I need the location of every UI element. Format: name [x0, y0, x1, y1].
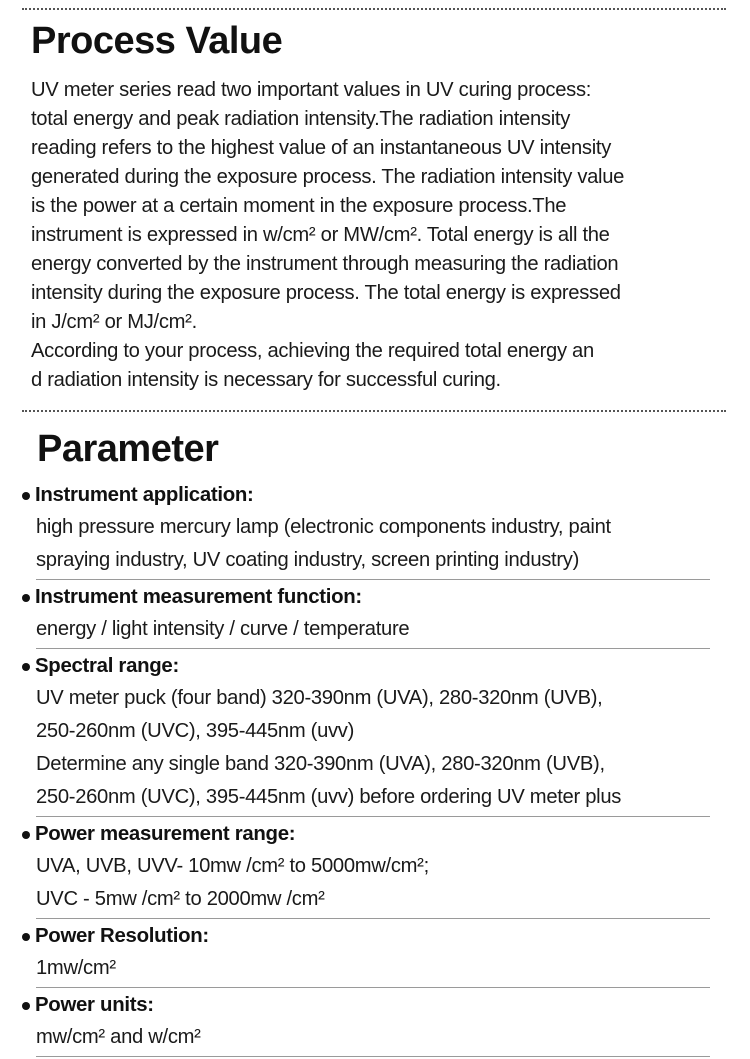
paragraph-line: generated during the exposure process. The radiation intensity value: [31, 166, 625, 188]
paragraph-line: instrument is expressed in w/cm² or MW/cm². Total energy is all the: [31, 224, 610, 246]
param-label: Power measurement range:: [35, 823, 296, 845]
middle-dotted-divider: [22, 410, 726, 412]
parameter-title: Parameter: [37, 428, 219, 470]
paragraph-line: reading refers to the highest value of an instantaneous UV intensity: [31, 137, 611, 159]
param-measurement-function: [0, 582, 750, 649]
param-power-resolution: [0, 921, 750, 988]
param-value: mw/cm² and w/cm²: [36, 1026, 201, 1048]
process-value-paragraph: [31, 76, 736, 395]
paragraph-line: intensity during the exposure process. The total energy is expressed: [31, 282, 621, 304]
param-power-measurement-range: [0, 819, 750, 919]
paragraph-line: According to your process, achieving the required total energy an: [31, 340, 594, 362]
paragraph-line: energy converted by the instrument through measuring the radiation: [31, 253, 619, 275]
param-value: Determine any single band 320-390nm (UVA), 280-320nm (UVB),: [36, 753, 605, 775]
param-divider: [36, 987, 710, 988]
bullet-icon: [22, 492, 30, 500]
param-instrument-application: [0, 480, 750, 580]
param-label: Instrument application:: [35, 484, 254, 506]
param-value: 250-260nm (UVC), 395-445nm (uvv): [36, 720, 355, 742]
top-dotted-divider: [22, 8, 726, 10]
param-spectral-range: [0, 651, 750, 817]
param-value: 1mw/cm²: [36, 957, 116, 979]
param-divider: [36, 918, 710, 919]
bullet-icon: [22, 831, 30, 839]
paragraph-line: d radiation intensity is necessary for successful curing.: [31, 369, 501, 391]
param-label: Power Resolution:: [35, 925, 209, 947]
param-value: UV meter puck (four band) 320-390nm (UVA), 280-320nm (UVB),: [36, 687, 603, 709]
bullet-icon: [22, 663, 30, 671]
paragraph-line: total energy and peak radiation intensity.The radiation intensity: [31, 108, 570, 130]
paragraph-line: is the power at a certain moment in the exposure process.The: [31, 195, 567, 217]
bullet-icon: [22, 1002, 30, 1010]
param-value: 250-260nm (UVC), 395-445nm (uvv) before ordering UV meter plus: [36, 786, 622, 808]
param-value: high pressure mercury lamp (electronic components industry, paint: [36, 516, 611, 538]
process-value-title: Process Value: [31, 20, 283, 62]
param-label: Instrument measurement function:: [35, 586, 362, 608]
param-label: Power units:: [35, 994, 154, 1016]
param-label: Spectral range:: [35, 655, 179, 677]
param-divider: [36, 1056, 710, 1057]
bullet-icon: [22, 933, 30, 941]
paragraph-line: UV meter series read two important values in UV curing process:: [31, 79, 592, 101]
param-divider: [36, 579, 710, 580]
bullet-icon: [22, 594, 30, 602]
paragraph-line: in J/cm² or MJ/cm².: [31, 311, 197, 333]
param-value: spraying industry, UV coating industry, screen printing industry): [36, 549, 580, 571]
parameter-list: [0, 480, 750, 1059]
param-value: UVC - 5mw /cm² to 2000mw /cm²: [36, 888, 325, 910]
param-value: energy / light intensity / curve / temperature: [36, 618, 410, 640]
param-divider: [36, 648, 710, 649]
param-value: UVA, UVB, UVV- 10mw /cm² to 5000mw/cm²;: [36, 855, 429, 877]
param-divider: [36, 816, 710, 817]
